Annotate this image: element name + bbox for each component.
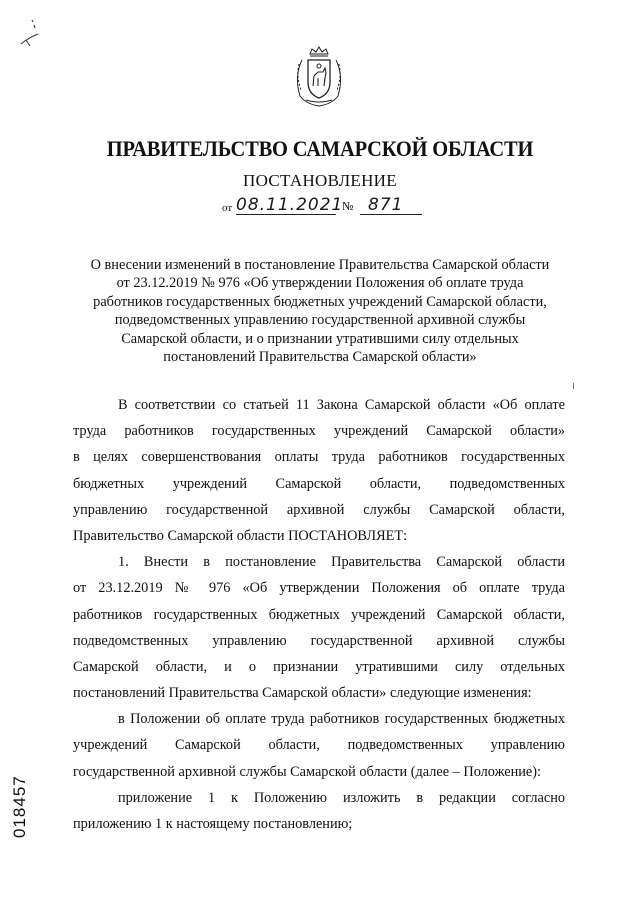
body-line: Самарской области, и о признании утратившими силу отдельных (73, 658, 565, 675)
body-line: государственной архивной службы Самарской области (далее – Положение): (73, 763, 542, 780)
serial-number: 018457 (10, 775, 29, 838)
number-prefix: № (342, 199, 354, 213)
date-value: 08.11.2021 (236, 195, 344, 215)
body-line: подведомственных управлению государственной архивной службы (73, 632, 565, 649)
tick-mark (573, 383, 574, 389)
government-title: ПРАВИТЕЛЬСТВО САМАРСКОЙ ОБЛАСТИ (106, 136, 534, 161)
body-line: постановлений Правительства Самарской области» следующие изменения: (73, 685, 532, 702)
body-line: учреждений Самарской области, подведомственных управлению (73, 737, 565, 754)
body-line: управлению государственной архивной службы Самарской области, (73, 501, 565, 518)
document-body (73, 392, 565, 837)
body-line: работников государственных бюджетных учреждений Самарской области, (73, 606, 565, 623)
pen-mark-icon (18, 16, 44, 50)
subject-line: работников государственных бюджетных учреждений Самарской области, (93, 293, 547, 310)
body-line: 1. Внести в постановление Правительства Самарской области (118, 554, 565, 571)
subject-line: подведомственных управлению государственной архивной службы (114, 312, 526, 329)
body-line: от 23.12.2019 № 976 «Об утверждении Положения об оплате труда (73, 580, 565, 597)
body-line: приложению 1 к настоящему постановлению; (73, 816, 353, 832)
date-prefix: от (222, 202, 233, 214)
subject-line: постановлений Правительства Самарской области» (163, 349, 477, 366)
number-value: 871 (368, 195, 404, 215)
subject-line: от 23.12.2019 № 976 «Об утверждении Положения об оплате труда (116, 275, 524, 292)
body-line: Правительство Самарской области ПОСТАНОВЛЯЕТ: (73, 527, 408, 544)
date-number-line (222, 196, 432, 220)
subject-line: О внесении изменений в постановление Правительства Самарской области (90, 257, 550, 273)
body-line: В соответствии со статьей 11 Закона Самарской области «Об оплате (118, 397, 565, 413)
document-type: ПОСТАНОВЛЕНИЕ (243, 171, 397, 190)
body-line: в целях совершенствования оплаты труда работников государственных (73, 449, 565, 466)
subject-line: Самарской области, и о признании утратившими силу отдельных (121, 330, 519, 347)
document-subject (70, 256, 570, 366)
body-line: труда работников государственных учреждений Самарской области» (73, 423, 565, 440)
body-line: бюджетных учреждений Самарской области, подведомственных (73, 475, 565, 492)
body-line: в Положении об оплате труда работников государственных бюджетных (118, 711, 565, 728)
samara-coat-of-arms-icon (290, 46, 348, 108)
body-line: приложение 1 к Положению изложить в редакции согласно (118, 789, 565, 806)
